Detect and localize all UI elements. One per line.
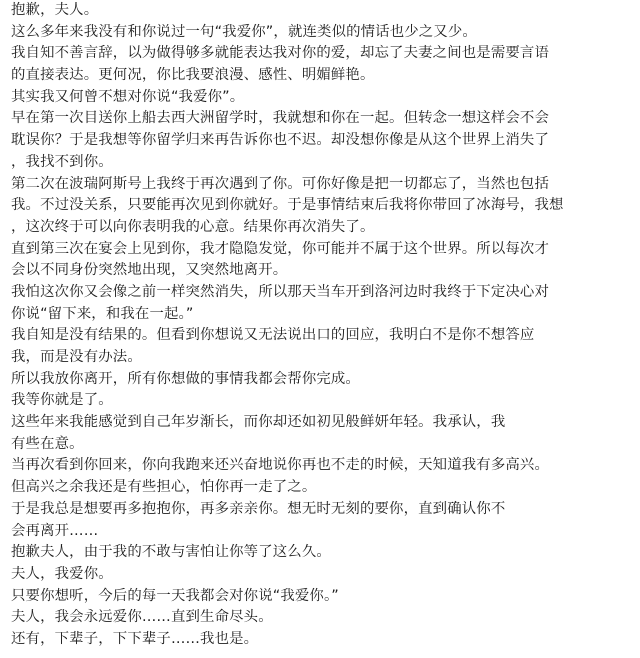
letter-line: 抱歉夫人，由于我的不敢与害怕让你等了这么久。	[11, 544, 331, 561]
letter-line: ，这次终于可以向你表明我的心意。结果你再次消失了。	[11, 218, 375, 235]
letter-line: 夫人，我爱你。	[11, 565, 113, 582]
letter-line: 其实我又何曾不想对你说“我爱你”。	[11, 88, 245, 105]
letter-line: 我自知是没有结果的。但看到你想说又无法说出口的回应，我明白不是你不想答应	[11, 327, 535, 344]
letter-line: 我。不过没关系，只要能再次见到你就好。于是事情结束后我将你带回了冰海号，我想	[11, 197, 564, 214]
letter-line: 夫人，我会永远爱你……直到生命尽头。	[11, 609, 273, 626]
letter-line: 的直接表达。更何况，你比我要浪漫、感性、明媚鲜艳。	[11, 67, 375, 84]
letter-line: 于是我总是想要再多抱抱你，再多亲亲你。想无时无刻的要你，直到确认你不	[11, 500, 506, 517]
letter-line: 当再次看到你回来，你向我跑来还兴奋地说你再也不走的时候，天知道我有多高兴。	[11, 457, 550, 474]
letter-line: 只要你想听，今后的每一天我都会对你说“我爱你。”	[11, 587, 339, 604]
letter-line: 我等你就是了。	[11, 392, 113, 409]
letter-line: 第二次在波瑞阿斯号上我终于再次遇到了你。可你好像是把一切都忘了，当然也包括	[11, 175, 550, 192]
letter-line: 抱歉，夫人。	[11, 2, 99, 18]
letter-line: 这么多年来我没有和你说过一句“我爱你”，就连类似的情话也少之又少。	[11, 23, 477, 40]
letter-line: 直到第三次在宴会上见到你，我才隐隐发觉，你可能并不属于这个世界。所以每次才	[11, 240, 550, 257]
letter-line: 我自知不善言辞，以为做得够多就能表达我对你的爱，却忘了夫妻之间也是需要言语	[11, 45, 550, 62]
letter-line: 早在第一次目送你上船去西大洲留学时，我就想和你在一起。但转念一想这样会不会	[11, 110, 550, 127]
letter-line: 但高兴之余我还是有些担心，怕你再一走了之。	[11, 479, 317, 496]
letter-line: 还有，下辈子，下下辈子……我也是。	[11, 630, 259, 647]
letter-body	[11, 0, 635, 651]
letter-line: 会以不同身份突然地出现，又突然地离开。	[11, 262, 288, 279]
letter-line: 这些年来我能感觉到自己年岁渐长，而你却还如初见般鲜妍年轻。我承认，我	[11, 414, 506, 431]
letter-line: 有些在意。	[11, 435, 84, 452]
letter-line: 我，而是没有办法。	[11, 349, 142, 365]
letter-line: 我怕这次你又会像之前一样突然消失，所以那天当车开到洛河边时我终于下定决心对	[11, 283, 550, 300]
letter-line: 你说“留下来，和我在一起。”	[11, 305, 194, 322]
letter-line: 耽误你？于是我想等你留学归来再告诉你也不迟。却没想你像是从这个世界上消失了	[11, 132, 550, 149]
letter-line: 会再离开……	[11, 522, 99, 539]
letter-line: ，我找不到你。	[11, 153, 113, 170]
letter-line: 所以我放你离开，所有你想做的事情我都会帮你完成。	[11, 370, 360, 387]
